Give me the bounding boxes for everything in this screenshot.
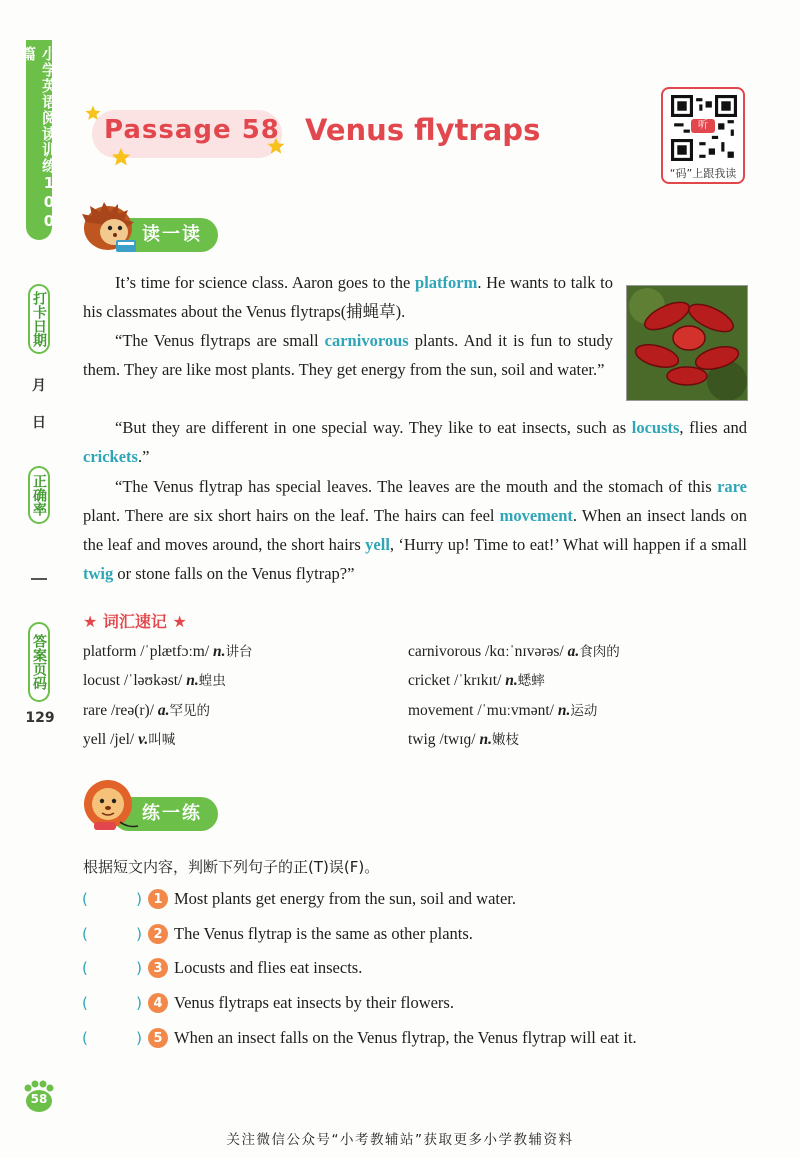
star-icon xyxy=(84,104,102,122)
vocab-item: yell /jel/ v.叫喊 xyxy=(83,731,176,748)
question-text: The Venus flytrap is the same as other plants. xyxy=(174,924,473,943)
exercise-instruction: 根据短文内容，判断下列句子的正(T)误(F)。 xyxy=(83,858,380,876)
answer-blank[interactable]: ( ) xyxy=(82,1029,142,1047)
answer-blank[interactable]: ( ) xyxy=(82,925,142,943)
passage-paragraph-4: “The Venus flytrap has special leaves. The leaves are the mouth and the stomach of this rare plant. There are six short hairs on the leaf. The hairs can feel movement. When an insect lands on the leaf and moves around, the short hairs yell, ‘Hurry up! Time to eat!’ What will happen if a small twig or stone falls on the Venus flytrap?” xyxy=(83,477,747,583)
checkin-date-label: 打卡日期 xyxy=(28,284,50,354)
vocab-item: locust /ˈləʊkəst/ n.蝗虫 xyxy=(83,672,226,689)
passage-paragraph-3: “But they are different in one special way. They like to eat insects, such as locusts, flies and crickets.” xyxy=(83,418,747,466)
venus-flytrap-photo xyxy=(626,285,748,401)
answer-page-label: 答案页码 xyxy=(28,622,50,702)
vocab-item: movement /ˈmuːvmənt/ n.运动 xyxy=(408,702,598,719)
month-label: 月 xyxy=(32,378,46,394)
vocab-item: platform /ˈplætfɔːm/ n.讲台 xyxy=(83,643,253,660)
question-text: When an insect falls on the Venus flytrap, the Venus flytrap will eat it. xyxy=(174,1028,637,1047)
answer-blank[interactable]: ( ) xyxy=(82,959,142,977)
passage-paragraph-2: “The Venus flytraps are small carnivorous plants. And it is fun to study them. They are like most plants. They get energy from the sun, soil and water.” xyxy=(83,331,613,379)
vocab-item: cricket /ˈkrɪkɪt/ n.蟋蟀 xyxy=(408,672,545,689)
accuracy-blank xyxy=(31,578,47,580)
page-number-badge xyxy=(22,1080,52,1110)
answer-blank[interactable]: ( ) xyxy=(82,994,142,1012)
question-text: Most plants get energy from the sun, soil and water. xyxy=(174,889,517,908)
practice-section-badge: 练一练 xyxy=(112,797,218,831)
passage-number: Passage 58 xyxy=(104,115,280,145)
question-row-3 xyxy=(82,956,362,980)
page-title: Venus flytraps xyxy=(305,113,541,147)
question-text: Locusts and flies eat insects. xyxy=(174,958,363,977)
answer-page-number: 129 xyxy=(25,710,55,726)
read-section-badge: 读一读 xyxy=(112,218,218,252)
vocab-heading: ★ 词汇速记 ★ xyxy=(83,612,187,631)
vocab-item: carnivorous /kɑːˈnɪvərəs/ a.食肉的 xyxy=(408,643,620,660)
question-number: 4 xyxy=(148,993,168,1013)
hedgehog-mascot-icon xyxy=(80,200,140,256)
accuracy-label: 正确率 xyxy=(28,466,50,524)
star-icon xyxy=(110,146,132,168)
vocab-item: rare /reə(r)/ a.罕见的 xyxy=(83,702,210,719)
page-number: 58 xyxy=(30,1092,48,1106)
question-number: 1 xyxy=(148,889,168,909)
listen-badge: 听 xyxy=(691,119,715,133)
question-number: 5 xyxy=(148,1028,168,1048)
lion-mascot-icon xyxy=(80,776,140,836)
question-text: Venus flytraps eat insects by their flowers. xyxy=(174,993,454,1012)
footer-note: 关注微信公众号“小考教辅站”获取更多小学教辅资料 xyxy=(226,1132,574,1148)
answer-blank[interactable]: ( ) xyxy=(82,890,142,908)
qr-caption: “码”上跟我读 xyxy=(669,167,737,180)
question-number: 2 xyxy=(148,924,168,944)
question-row-2 xyxy=(82,922,473,946)
day-label: 日 xyxy=(32,415,46,431)
question-row-4 xyxy=(82,991,454,1015)
series-title-tab: 小学英语阅读训练100篇 xyxy=(26,40,52,240)
qr-code-card[interactable] xyxy=(661,87,745,184)
question-number: 3 xyxy=(148,958,168,978)
question-row-1 xyxy=(82,887,516,911)
passage-paragraph-1: It’s time for science class. Aaron goes to the platform. He wants to talk to his classmates about the Venus flytraps(捕蝇草). xyxy=(83,273,613,321)
question-row-5 xyxy=(82,1026,637,1050)
vocab-item: twig /twɪɡ/ n.嫩枝 xyxy=(408,731,519,748)
